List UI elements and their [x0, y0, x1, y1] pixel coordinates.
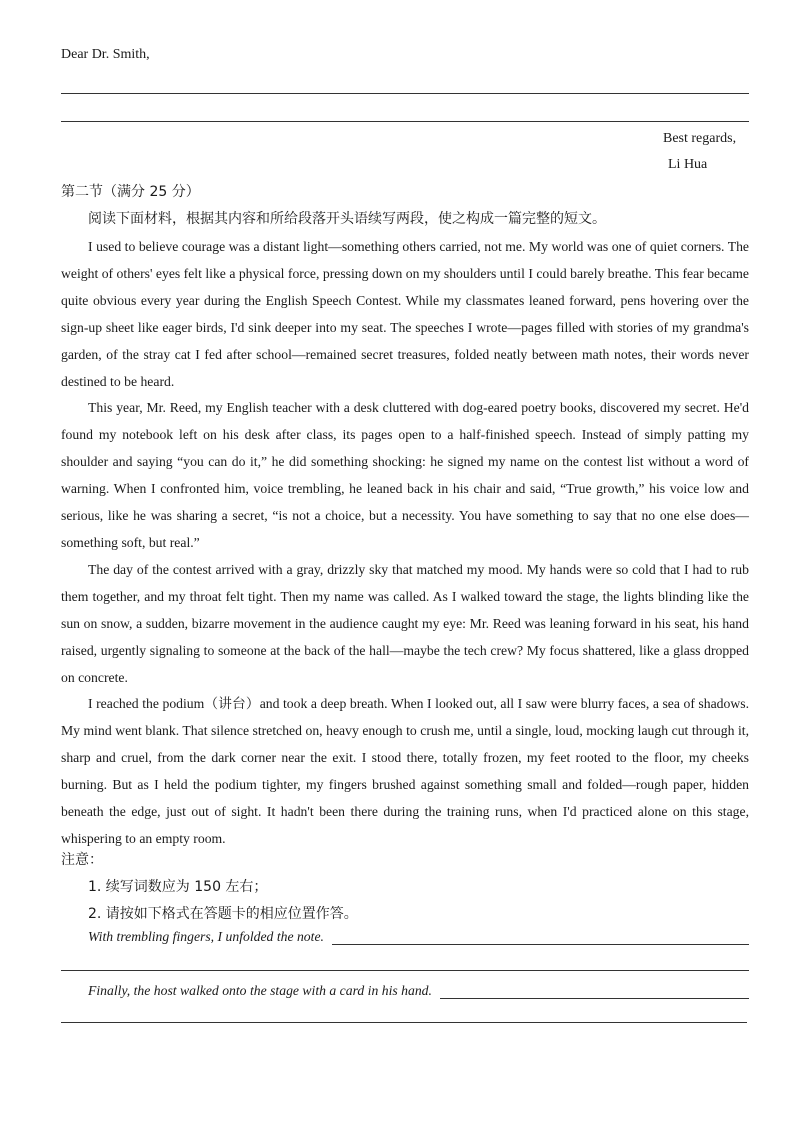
note-item: 1. 续写词数应为 150 左右； [88, 879, 268, 895]
letter-salutation: Dear Dr. Smith, [61, 47, 150, 62]
reading-passage [61, 234, 749, 853]
continuation-prompt-2 [88, 983, 749, 999]
section-instruction: 阅读下面材料，根据其内容和所给段落开头语续写两段，使之构成一篇完整的短文。 [88, 211, 606, 227]
notes-title: 注意： [61, 852, 103, 868]
answer-line [61, 970, 749, 971]
passage-paragraph: The day of the contest arrived with a gray, drizzly sky that matched my mood. My hands were so cold that I had to rub them together, and my throat felt tight. Then my name was called. As I walked toward the stage, the lights blinding like the sun on snow, a sudden, bizarre movement in the audience caught my eye: Mr. Reed was leaning forward in his seat, his hand raised, urgently signaling to someone at the back of the hall—maybe the tech crew? My focus shattered, like a glass dropped on concrete. [61, 561, 749, 685]
answer-blank[interactable] [440, 984, 749, 999]
prompt-text: With trembling fingers, I unfolded the note. [88, 929, 324, 944]
letter-closing: Best regards, [663, 131, 737, 146]
passage-paragraph: This year, Mr. Reed, my English teacher with a desk cluttered with dog-eared poetry books, discovered my secret. He'd found my notebook left on his desk after class, its pages open to a half-finished speech. Instead of simply patting my shoulder and saying “you can do it,” he did something shocking: he signed my name on the contest list without a word of warning. When I confronted him, voice trembling, he leaned back in his chair and said, “True growth,” his voice low and serious, like he was sharing a secret, “is not a choice, but a necessity. You have something to say that no one else does—something soft, but real.” [61, 400, 749, 550]
answer-line [61, 1022, 747, 1023]
prompt-text: Finally, the host walked onto the stage with a card in his hand. [88, 983, 432, 998]
continuation-prompt-1 [88, 929, 749, 945]
passage-paragraph: I reached the podium（讲台）and took a deep breath. When I looked out, all I saw were blurry faces, a sea of shadows. My mind went blank. That silence stretched on, heavy enough to crush me, until a single, loud, mocking laugh cut through it, sharp and cruel, from the dark corner near the exit. I stood there, totally frozen, my feet rooted to the floor, my cheeks burning. But as I held the podium tighter, my fingers brushed against something small and folded—rough paper, hidden beneath the edge, just out of sight. It hadn't been there during the training runs, when I'd practiced alone on this stage, whispering to an empty room. [61, 696, 749, 846]
section-title: 第二节（满分 25 分） [61, 184, 200, 200]
passage-paragraph: I used to believe courage was a distant light—something others carried, not me. My world was one of quiet corners. The weight of others' eyes felt like a physical force, pressing down on my shoulders until I could barely breathe. This fear became quite obvious every year during the English Speech Contest. While my classmates leaned forward, pens hovering over the sign-up sheet like eager birds, I'd sink deeper into my seat. The speeches I wrote—pages filled with stories of my grandma's garden, of the stray cat I fed after school—remained secret treasures, folded neatly between math notes, their words never destined to be heard. [61, 239, 749, 389]
answer-line [61, 121, 749, 122]
note-item: 2. 请按如下格式在答题卡的相应位置作答。 [88, 906, 358, 922]
letter-signature: Li Hua [668, 157, 708, 172]
answer-blank[interactable] [332, 930, 749, 945]
answer-line [61, 93, 749, 94]
